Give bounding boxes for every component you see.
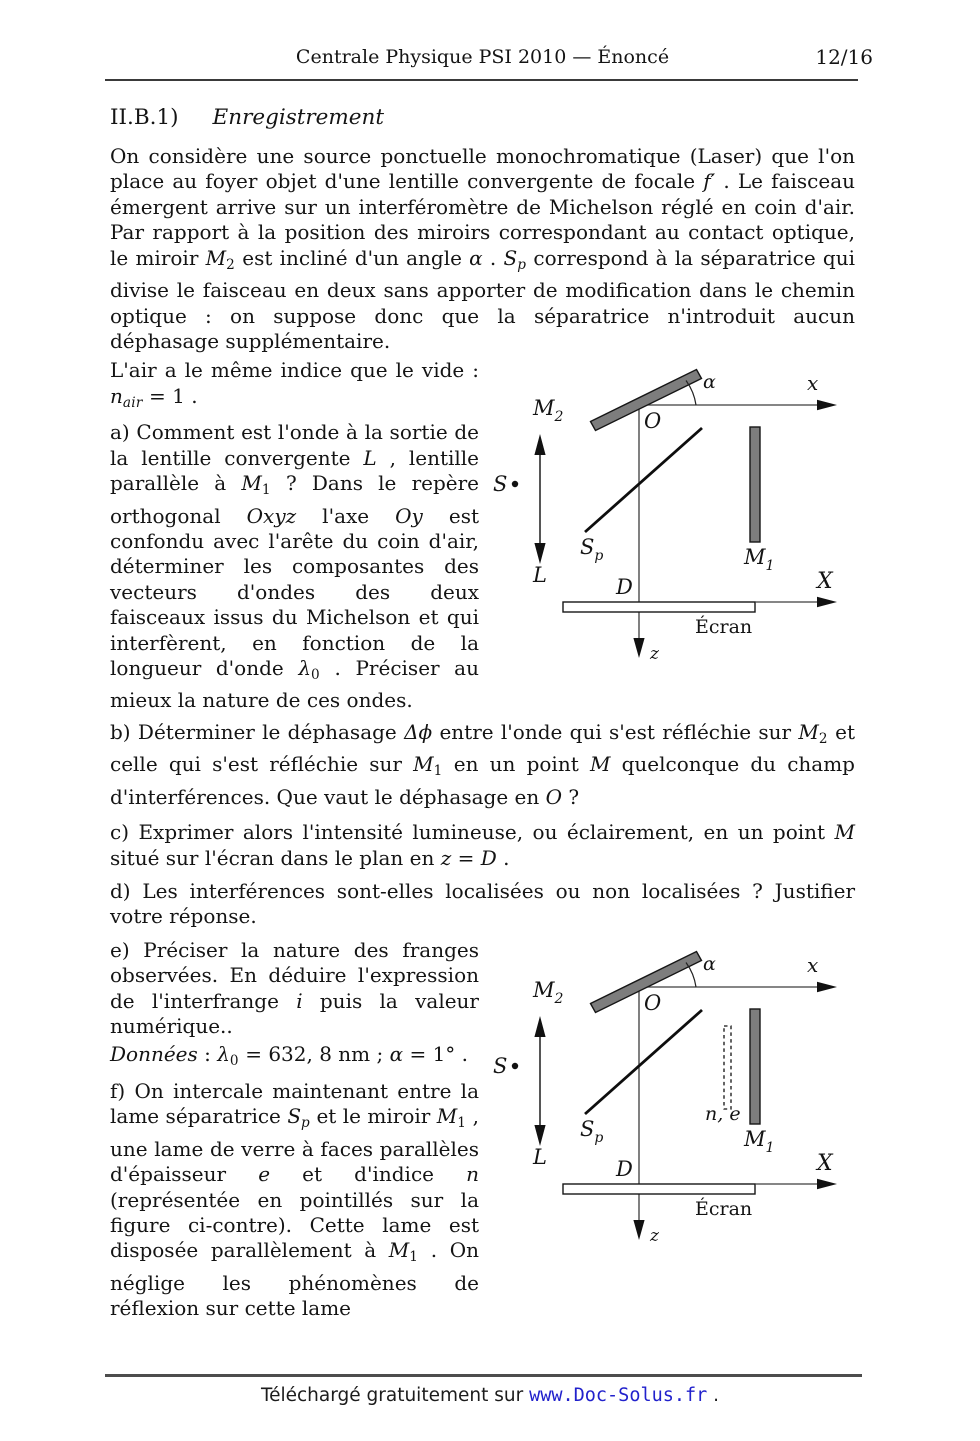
source-point-icon	[512, 1063, 518, 1069]
lens-arrow-down-icon	[534, 1125, 545, 1146]
mirror-m1-label: $M_1$	[744, 545, 775, 575]
lens-arrow-up-icon	[534, 434, 545, 455]
distance-label: D	[616, 575, 633, 600]
mirror-m1	[750, 1009, 760, 1124]
z-axis-arrow-icon	[633, 1220, 644, 1240]
figure-2-svg	[487, 942, 855, 1242]
beam-splitter-label: $S_p$	[580, 1116, 604, 1146]
footer-suffix: .	[707, 1385, 720, 1406]
alpha-label: α	[703, 371, 716, 394]
source-point-icon	[512, 481, 518, 487]
distance-label: D	[616, 1156, 633, 1181]
figure-1-svg	[487, 360, 855, 662]
page-number: 12/16	[815, 45, 873, 69]
footer-prefix: Téléchargé gratuitement sur	[260, 1385, 530, 1406]
mirror-m2-label: $M_2$	[533, 977, 564, 1007]
x-axis-label: x	[807, 371, 819, 396]
figure-michelson-1	[487, 360, 855, 666]
alpha-label: α	[703, 952, 716, 975]
screen-label: Écran	[695, 1197, 753, 1220]
paragraph-air: L'air a le même indice que le vide : $n_{air} = 1$ .	[110, 358, 479, 411]
paragraph-question-f: f) On intercale maintenant entre la lame séparatrice $S_p$ et le miroir $M_1$ , une lame de verre à faces parallèles d'épaisseur e et d'indice n (représentée en pointillés sur la figure ci-contre). Cette lame est disposée parallèlement à $M_1$ . On néglige les phénomènes de réflexion sur cette lame	[110, 1078, 480, 1321]
beam-splitter-label: $S_p$	[580, 535, 604, 565]
origin-label: O	[644, 409, 662, 434]
mirror-m2-label: $M_2$	[533, 396, 564, 426]
x-axis-label: x	[807, 952, 819, 977]
paragraph-question-b: b) Déterminer le déphasage Δϕ entre l'onde qui s'est réfléchie sur $M_2$ et celle qui s'est réfléchie sur $M_1$ en un point M quelconque du champ d'interférences. Que vaut le déphasage en O ?	[110, 719, 855, 809]
paragraph-question-e: e) Préciser la nature des franges observées. En déduire l'expression de l'interfrange i puis la valeur numérique..	[110, 937, 479, 1039]
mirror-m1	[750, 427, 760, 542]
z-axis-label: z	[650, 1225, 659, 1242]
screen-axis-label: X	[817, 569, 833, 595]
lens-arrow-down-icon	[534, 543, 545, 564]
footer-text	[0, 1385, 980, 1406]
section-title: Enregistrement	[212, 105, 384, 130]
origin-label: O	[644, 990, 662, 1015]
z-axis-label: z	[650, 644, 659, 663]
paragraph-intro: On considère une source ponctuelle monochromatique (Laser) que l'on place au foyer objet d'une lentille convergente de focale f′ . Le faisceau émergent arrive sur un interféromètre de Michelson réglé en coin d'air. Par rapport à la position des miroirs correspondant au contact optique, le miroir $M_2$ est incliné d'un angle α . $S_p$ correspond à la séparatrice qui divise le faisceau en deux sans apporter de modification dans le chemin optique : on suppose donc que la séparatrice n'introduit aucun déphasage supplémentaire.	[110, 144, 856, 353]
glass-plate-label: n, e	[705, 1102, 741, 1125]
screen-axis-arrow-icon	[817, 597, 837, 608]
x-axis-arrow-icon	[817, 982, 837, 993]
paragraph-donnees: Données : $\lambda_0 = 632$, 8 nm ; α = 1° .	[110, 1042, 469, 1070]
source-label: S	[493, 472, 508, 497]
section-number: II.B.1)	[110, 105, 179, 130]
header-title: Centrale Physique PSI 2010 — Énoncé	[295, 46, 670, 68]
lens-label: L	[533, 563, 547, 588]
paragraph-question-a: a) Comment est l'onde à la sortie de la lentille convergente L , lentille parallèle à $M_1$ ? Dans le repère orthogonal Oxyz l'axe Oy est confondu avec l'arête du coin d'air, déterminer les composantes des vecteurs d'ondes des deux faisceaux issus du Michelson et qui interfèrent, en fonction de la longueur d'onde $\lambda_0$ . Préciser au mieux la nature de ces ondes.	[110, 420, 480, 713]
lens-arrow-up-icon	[534, 1016, 545, 1037]
lens-label: L	[533, 1144, 547, 1169]
header-rule	[105, 79, 858, 81]
source-label: S	[493, 1053, 508, 1078]
section-heading	[110, 105, 855, 130]
figure-michelson-2	[487, 942, 855, 1246]
paragraph-question-c: c) Exprimer alors l'intensité lumineuse, ou éclairement, en un point M situé sur l'écran dans le plan en z = D .	[110, 820, 855, 870]
z-axis-arrow-icon	[633, 638, 644, 658]
screen-axis-arrow-icon	[817, 1179, 837, 1190]
paragraph-question-d: d) Les interférences sont-elles localisées ou non localisées ? Justifier votre réponse.	[110, 879, 855, 929]
footer-rule	[105, 1374, 862, 1377]
screen	[563, 602, 755, 612]
screen-label: Écran	[695, 616, 753, 639]
beam-splitter	[585, 428, 702, 532]
page-header	[110, 45, 873, 69]
beam-splitter	[585, 1010, 702, 1114]
glass-plate-dashed	[724, 1026, 731, 1109]
mirror-m1-label: $M_1$	[744, 1126, 775, 1156]
footer-link[interactable]: www.Doc-Solus.fr	[529, 1385, 708, 1406]
screen	[563, 1184, 755, 1194]
x-axis-arrow-icon	[817, 400, 837, 411]
screen-axis-label: X	[817, 1150, 833, 1176]
page-footer	[0, 1374, 980, 1406]
